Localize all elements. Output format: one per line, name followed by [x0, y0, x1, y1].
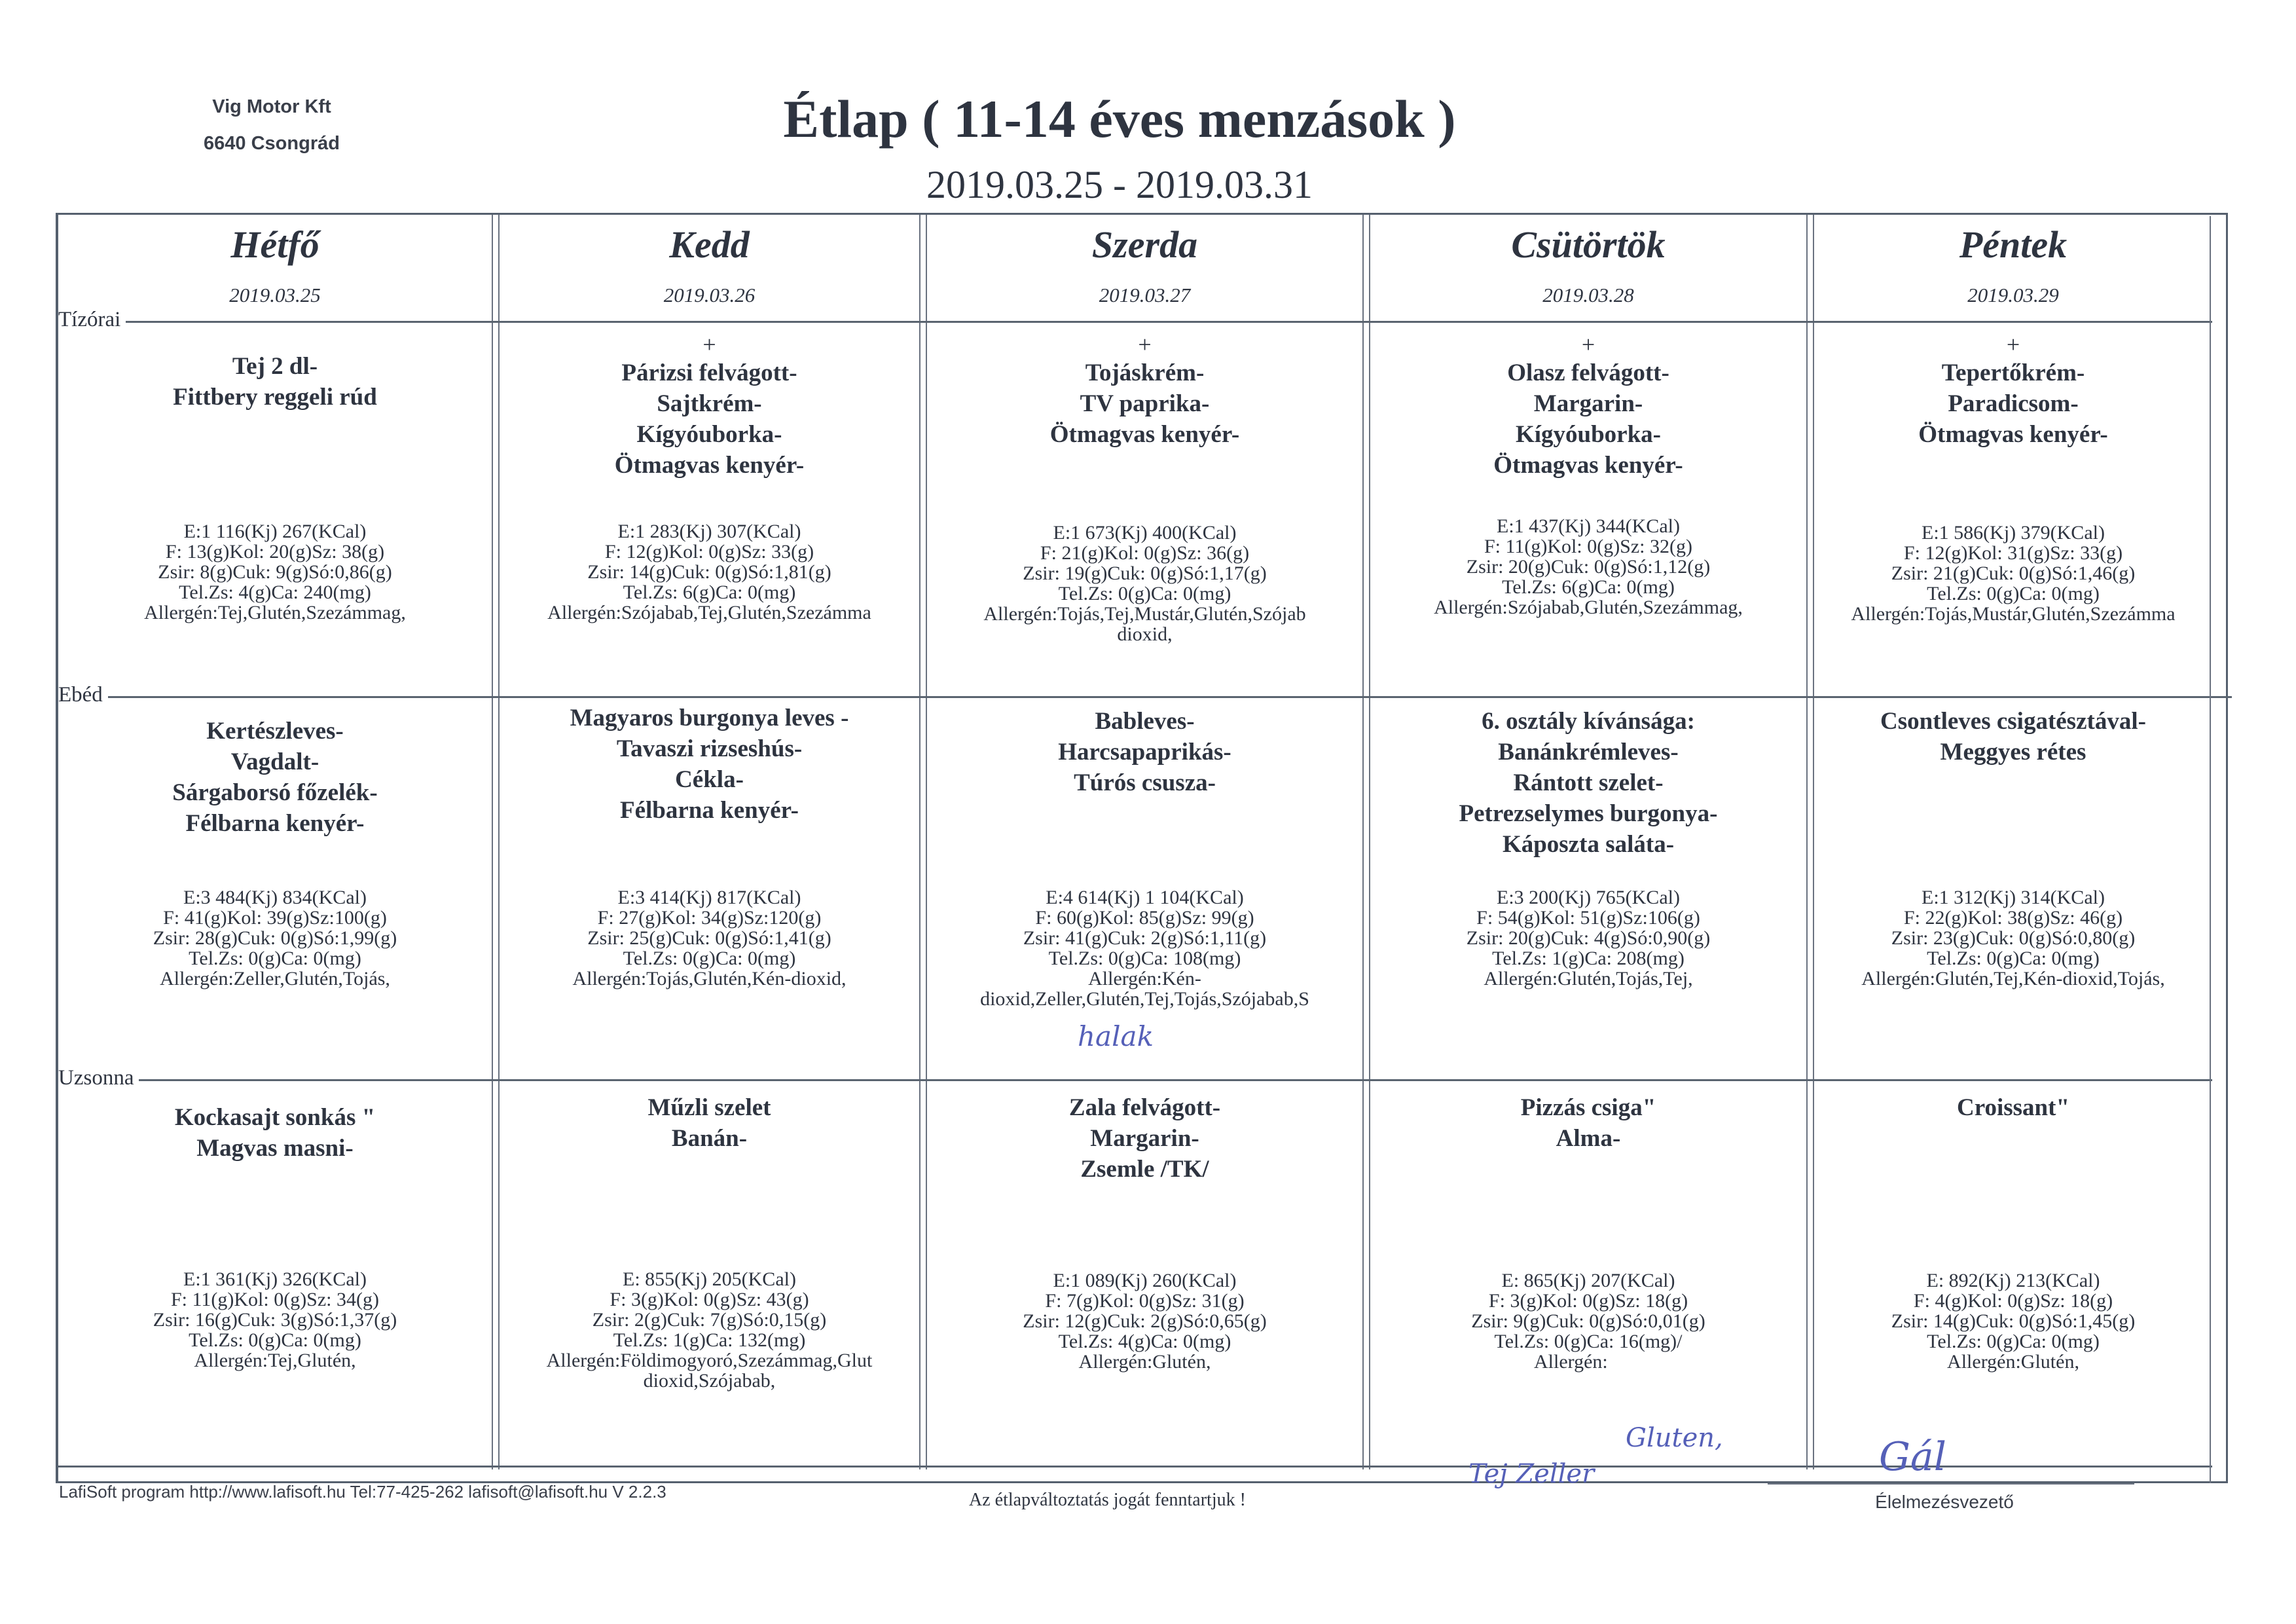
dish: Paradicsom- [1948, 390, 2079, 417]
dish: Párizsi felvágott- [621, 360, 797, 386]
protein-chol-carb: F: 12(g)Kol: 31(g)Sz: 33(g) [1903, 542, 2123, 564]
dish: Magvas masni- [196, 1135, 354, 1162]
column-divider [492, 215, 500, 1469]
allergens: Allergén:Glutén, [1947, 1351, 2079, 1373]
allergens: Allergén:Tojás,Mustár,Glutén,Szezámma [1851, 603, 2176, 625]
cell-tuesday-tizorai [500, 331, 919, 698]
dish: Ötmagvas kenyér- [1493, 452, 1683, 479]
column-divider [1806, 215, 1814, 1469]
day-header-thursday [1370, 215, 1806, 323]
nutrition-info [500, 887, 919, 989]
cell-monday-ebed [58, 716, 492, 1076]
plus-icon: + [2006, 331, 2020, 358]
nutrition-info [58, 521, 492, 623]
protein-chol-carb: F: 41(g)Kol: 39(g)Sz:100(g) [163, 907, 387, 929]
protein-chol-carb: F: 60(g)Kol: 85(g)Sz: 99(g) [1035, 907, 1254, 929]
dish: Tej 2 dl- [232, 353, 318, 380]
satfat-calcium: Tel.Zs: 0(g)Ca: 16(mg)/ [1494, 1331, 1683, 1352]
allergens: Allergén:Tojás,Glutén,Kén-dioxid, [572, 968, 847, 989]
nutrition-info [927, 887, 1362, 1009]
cell-thursday-tizorai [1370, 331, 1806, 698]
energy: E:1 586(Kj) 379(KCal) [1922, 522, 2105, 544]
satfat-calcium: Tel.Zs: 0(g)Ca: 0(mg) [623, 948, 796, 969]
energy: E:1 089(Kj) 260(KCal) [1053, 1270, 1237, 1291]
handwritten-note: Tej Zeller [1468, 1459, 1595, 1489]
satfat-calcium: Tel.Zs: 0(g)Ca: 0(mg) [1927, 583, 2100, 604]
dish: Sárgaborsó főzelék- [172, 779, 378, 806]
nutrition-info [927, 1270, 1362, 1372]
satfat-calcium: Tel.Zs: 1(g)Ca: 132(mg) [613, 1329, 806, 1351]
nutrition-info [58, 1269, 492, 1371]
fat-sugar-salt: Zsir: 12(g)Cuk: 2(g)Só:0,65(g) [1023, 1310, 1267, 1332]
allergens: Allergén:Tej,Glutén, [194, 1350, 356, 1371]
dish: Műzli szelet [647, 1094, 771, 1121]
handwritten-note: halak [1078, 1020, 1154, 1052]
cell-tuesday-ebed [500, 703, 919, 1076]
dish: Félbarna kenyér- [619, 797, 799, 824]
allergens: Allergén:Tojás,Tej,Mustár,Glutén,Szójab [983, 603, 1306, 625]
dish: Félbarna kenyér- [185, 810, 365, 837]
dish: Kertészleves- [206, 718, 344, 745]
day-name: Szerda [1091, 223, 1198, 266]
signature-label: Élelmezésvezető [1875, 1492, 2014, 1512]
nutrition-info [1814, 1270, 2212, 1372]
day-name: Csütörtök [1511, 223, 1666, 266]
fat-sugar-salt: Zsir: 25(g)Cuk: 0(g)Só:1,41(g) [587, 927, 831, 949]
dish: Harcsapaprikás- [1058, 739, 1231, 766]
allergens-cont: dioxid, [1117, 623, 1173, 645]
satfat-calcium: Tel.Zs: 0(g)Ca: 0(mg) [189, 1329, 361, 1351]
company-name: Vig Motor Kft [212, 96, 331, 117]
dish: Tepertőkrém- [1941, 360, 2085, 386]
day-name: Péntek [1959, 223, 2068, 266]
dish: TV paprika- [1080, 390, 1210, 417]
day-header-tuesday [500, 215, 919, 323]
nutrition-info [1370, 516, 1806, 618]
energy: E:1 283(Kj) 307(KCal) [617, 521, 801, 542]
table-inner-border [2210, 216, 2211, 1483]
menu-table [56, 213, 2228, 1489]
row-divider [58, 1079, 2212, 1081]
dish: Magyaros burgonya leves - [570, 705, 849, 731]
energy: E:3 200(Kj) 765(KCal) [1497, 887, 1680, 908]
day-name: Kedd [669, 223, 750, 266]
protein-chol-carb: F: 7(g)Kol: 0(g)Sz: 31(g) [1045, 1290, 1245, 1312]
nutrition-info [58, 887, 492, 989]
satfat-calcium: Tel.Zs: 0(g)Ca: 0(mg) [1927, 1331, 2100, 1352]
dish: Csontleves csigatésztával- [1880, 708, 2146, 735]
nutrition-info [500, 1269, 919, 1391]
day-date: 2019.03.26 [663, 284, 756, 306]
day-header-monday [58, 215, 492, 323]
dish: Alma- [1556, 1125, 1621, 1152]
nutrition-info [1814, 523, 2212, 624]
cell-monday-uzsonna [58, 1102, 492, 1462]
allergens: Allergén:Földimogyoró,Szezámmag,Glut [546, 1350, 873, 1371]
nutrition-info [500, 521, 919, 623]
satfat-calcium: Tel.Zs: 4(g)Ca: 240(mg) [179, 581, 371, 603]
protein-chol-carb: F: 27(g)Kol: 34(g)Sz:120(g) [597, 907, 822, 929]
protein-chol-carb: F: 22(g)Kol: 38(g)Sz: 46(g) [1903, 907, 2123, 929]
allergens: Allergén:Kén- [1088, 968, 1201, 989]
plus-icon: + [702, 331, 716, 358]
fat-sugar-salt: Zsir: 28(g)Cuk: 0(g)Só:1,99(g) [153, 927, 397, 949]
dish: Ötmagvas kenyér- [614, 452, 805, 479]
company-address: 6640 Csongrád [204, 133, 340, 154]
satfat-calcium: Tel.Zs: 6(g)Ca: 0(mg) [623, 581, 796, 603]
satfat-calcium: Tel.Zs: 0(g)Ca: 108(mg) [1048, 948, 1241, 969]
cell-friday-tizorai [1814, 331, 2212, 698]
protein-chol-carb: F: 3(g)Kol: 0(g)Sz: 43(g) [610, 1289, 809, 1310]
column-divider [919, 215, 927, 1469]
protein-chol-carb: F: 12(g)Kol: 0(g)Sz: 33(g) [604, 541, 814, 563]
dish: Margarin- [1090, 1125, 1199, 1152]
protein-chol-carb: F: 11(g)Kol: 0(g)Sz: 34(g) [170, 1289, 380, 1310]
signature-scribble: Gál [1879, 1434, 1946, 1480]
fat-sugar-salt: Zsir: 41(g)Cuk: 2(g)Só:1,11(g) [1023, 927, 1267, 949]
company-block [187, 88, 357, 162]
fat-sugar-salt: Zsir: 16(g)Cuk: 3(g)Só:1,37(g) [153, 1309, 397, 1331]
day-date: 2019.03.25 [229, 284, 321, 306]
energy: E:1 116(Kj) 267(KCal) [183, 521, 367, 542]
day-header-wednesday [927, 215, 1362, 323]
allergens: Allergén:Szójabab,Glutén,Szezámmag, [1434, 597, 1743, 618]
allergens-cont: dioxid,Zeller,Glutén,Tej,Tojás,Szójabab,S [980, 988, 1309, 1010]
dish: Kockasajt sonkás " [174, 1104, 376, 1131]
satfat-calcium: Tel.Zs: 0(g)Ca: 0(mg) [1058, 583, 1231, 604]
satfat-calcium: Tel.Zs: 6(g)Ca: 0(mg) [1502, 576, 1675, 598]
allergens: Allergén:Glutén,Tej,Kén-dioxid,Tojás, [1861, 968, 2165, 989]
date-range: 2019.03.25 - 2019.03.31 [926, 163, 1313, 206]
allergens: Allergén:Glutén, [1078, 1351, 1211, 1373]
cell-friday-ebed [1814, 706, 2212, 1079]
dish: Margarin- [1533, 390, 1643, 417]
satfat-calcium: Tel.Zs: 0(g)Ca: 0(mg) [1927, 948, 2100, 969]
dish: Zala felvágott- [1068, 1094, 1221, 1121]
protein-chol-carb: F: 3(g)Kol: 0(g)Sz: 18(g) [1488, 1290, 1688, 1312]
dish: Meggyes rétes [1940, 739, 2086, 766]
handwritten-note: Gluten, [1626, 1423, 1723, 1453]
meal-label-uzsonna: Uzsonna [58, 1066, 139, 1090]
nutrition-info [927, 523, 1362, 644]
dish: Vagdalt- [230, 748, 319, 775]
nutrition-info [1814, 887, 2212, 989]
fat-sugar-salt: Zsir: 14(g)Cuk: 0(g)Só:1,45(g) [1891, 1310, 2136, 1332]
cell-wednesday-tizorai [927, 331, 1362, 698]
dish: Sajtkrém- [657, 390, 762, 417]
protein-chol-carb: F: 4(g)Kol: 0(g)Sz: 18(g) [1913, 1290, 2113, 1312]
dish: Ötmagvas kenyér- [1918, 421, 2108, 448]
satfat-calcium: Tel.Zs: 4(g)Ca: 0(mg) [1058, 1331, 1231, 1352]
dish: 6. osztály kívánsága: [1482, 708, 1695, 735]
dish: Tojáskrém- [1085, 360, 1205, 386]
satfat-calcium: Tel.Zs: 1(g)Ca: 208(mg) [1492, 948, 1685, 969]
cell-tuesday-uzsonna [500, 1092, 919, 1462]
energy: E:3 484(Kj) 834(KCal) [183, 887, 367, 908]
fat-sugar-salt: Zsir: 2(g)Cuk: 7(g)Só:0,15(g) [592, 1309, 827, 1331]
energy: E:1 312(Kj) 314(KCal) [1922, 887, 2105, 908]
nutrition-info [1370, 887, 1806, 989]
protein-chol-carb: F: 11(g)Kol: 0(g)Sz: 32(g) [1484, 536, 1693, 557]
dish: Túrós csusza- [1074, 769, 1216, 796]
dish: Banán- [671, 1125, 748, 1152]
dish: Rántott szelet- [1513, 769, 1664, 796]
dish: Petrezselymes burgonya- [1459, 800, 1718, 827]
page-title: Étlap ( 11-14 éves menzások ) [783, 89, 1456, 149]
fat-sugar-salt: Zsir: 9(g)Cuk: 0(g)Só:0,01(g) [1471, 1310, 1705, 1332]
allergens: Allergén:Szójabab,Tej,Glutén,Szezámma [547, 602, 871, 623]
fat-sugar-salt: Zsir: 23(g)Cuk: 0(g)Só:0,80(g) [1891, 927, 2136, 949]
dish: Cékla- [675, 766, 744, 793]
cell-thursday-uzsonna [1370, 1092, 1806, 1489]
fat-sugar-salt: Zsir: 20(g)Cuk: 4(g)Só:0,90(g) [1466, 927, 1711, 949]
protein-chol-carb: F: 54(g)Kol: 51(g)Sz:106(g) [1476, 907, 1700, 929]
dish: Olasz felvágott- [1507, 360, 1669, 386]
fat-sugar-salt: Zsir: 20(g)Cuk: 0(g)Só:1,12(g) [1466, 556, 1711, 578]
dish: Ötmagvas kenyér- [1049, 421, 1240, 448]
day-header-friday [1814, 215, 2212, 323]
nutrition-info [1370, 1270, 1806, 1372]
fat-sugar-salt: Zsir: 19(g)Cuk: 0(g)Só:1,17(g) [1023, 563, 1267, 584]
fat-sugar-salt: Zsir: 21(g)Cuk: 0(g)Só:1,46(g) [1891, 563, 2136, 584]
dish: Croissant" [1957, 1094, 2069, 1121]
disclaimer: Az étlapváltoztatás jogát fenntartjuk ! [969, 1490, 1246, 1510]
allergens: Allergén:Tej,Glutén,Szezámmag, [144, 602, 406, 623]
dish: Káposzta saláta- [1502, 831, 1675, 858]
cell-monday-tizorai [58, 346, 492, 699]
allergens: Allergén:Glutén,Tojás,Tej, [1484, 968, 1693, 989]
dish: Fittbery reggeli rúd [173, 384, 377, 411]
day-date: 2019.03.28 [1542, 284, 1634, 306]
day-date: 2019.03.29 [1967, 284, 2059, 306]
dish: Bableves- [1095, 708, 1195, 735]
energy: E: 892(Kj) 213(KCal) [1926, 1270, 2100, 1291]
energy: E:4 614(Kj) 1 104(KCal) [1046, 887, 1244, 908]
allergens: Allergén:Zeller,Glutén,Tojás, [160, 968, 390, 989]
dish: Tavaszi rizseshús- [616, 735, 803, 762]
plus-icon: + [1581, 331, 1595, 358]
fat-sugar-salt: Zsir: 8(g)Cuk: 9(g)Só:0,86(g) [158, 561, 392, 583]
plus-icon: + [1138, 331, 1152, 358]
meal-label-ebed: Ebéd [58, 683, 108, 707]
dish: Zsemle /TK/ [1080, 1156, 1209, 1183]
software-credit: LafiSoft program http://www.lafisoft.hu Tel:77-425-262 lafisoft@lafisoft.hu V 2.2.3 [59, 1482, 666, 1502]
energy: E: 855(Kj) 205(KCal) [623, 1268, 796, 1290]
cell-friday-uzsonna [1814, 1092, 2212, 1462]
energy: E:3 414(Kj) 817(KCal) [617, 887, 801, 908]
dish: Kígyóuborka- [636, 421, 782, 448]
allergens: Allergén: [1534, 1351, 1608, 1373]
energy: E:1 437(Kj) 344(KCal) [1497, 515, 1680, 537]
cell-wednesday-ebed [927, 706, 1362, 1079]
day-name: Hétfő [230, 223, 319, 266]
fat-sugar-salt: Zsir: 14(g)Cuk: 0(g)Só:1,81(g) [587, 561, 831, 583]
dish: Pizzás csiga" [1520, 1094, 1656, 1121]
energy: E:1 361(Kj) 326(KCal) [183, 1268, 367, 1290]
cell-wednesday-uzsonna [927, 1092, 1362, 1462]
dish: Banánkrémleves- [1498, 739, 1679, 766]
column-divider [1362, 215, 1370, 1469]
day-date: 2019.03.27 [1099, 284, 1191, 306]
satfat-calcium: Tel.Zs: 0(g)Ca: 0(mg) [189, 948, 361, 969]
dish: Kígyóuborka- [1515, 421, 1662, 448]
protein-chol-carb: F: 13(g)Kol: 20(g)Sz: 38(g) [165, 541, 385, 563]
meal-label-tizorai: Tízórai [58, 308, 126, 332]
protein-chol-carb: F: 21(g)Kol: 0(g)Sz: 36(g) [1040, 542, 1250, 564]
energy: E: 865(Kj) 207(KCal) [1501, 1270, 1675, 1291]
energy: E:1 673(Kj) 400(KCal) [1053, 522, 1237, 544]
allergens-cont: dioxid,Szójabab, [643, 1370, 776, 1392]
signature-line [1768, 1483, 2134, 1485]
cell-thursday-ebed [1370, 706, 1806, 1079]
